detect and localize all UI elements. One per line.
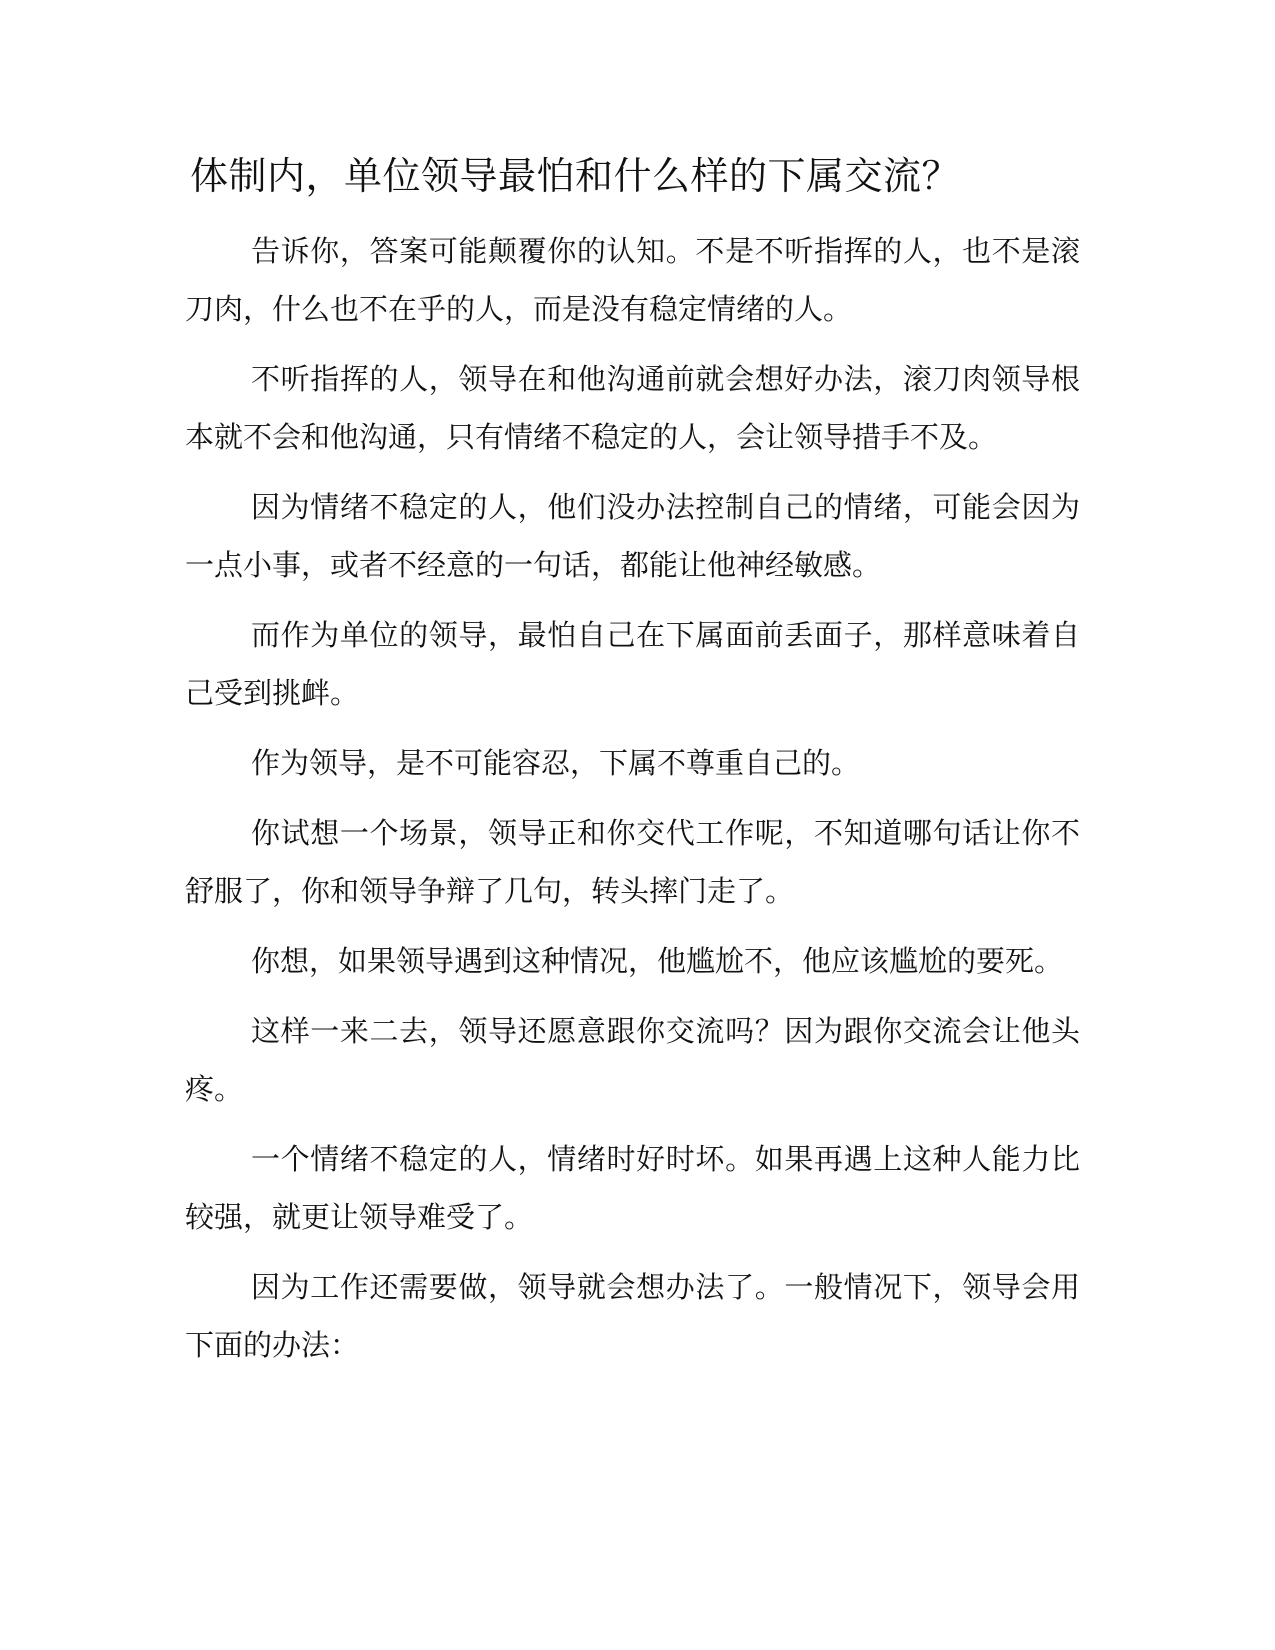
paragraph-2: 不听指挥的人，领导在和他沟通前就会想好办法，滚刀肉领导根本就不会和他沟通，只有情绪不稳定的人，会让领导措手不及。 (185, 362, 1080, 454)
paragraph-5: 作为领导，是不可能容忍，下属不尊重自己的。 (251, 746, 861, 780)
paragraph-6: 你试想一个场景，领导正和你交代工作呢，不知道哪句话让你不舒服了，你和领导争辩了几句，转头摔门走了。 (185, 816, 1080, 908)
paragraph-4: 而作为单位的领导，最怕自己在下属面前丢面子，那样意味着自己受到挑衅。 (185, 618, 1080, 710)
paragraph-10: 因为工作还需要做，领导就会想办法了。一般情况下，领导会用下面的办法： (185, 1270, 1080, 1362)
document-body (185, 222, 1080, 1386)
paragraph-9: 一个情绪不稳定的人，情绪时好时坏。如果再遇上这种人能力比较强，就更让领导难受了。 (185, 1142, 1080, 1234)
paragraph-1: 告诉你，答案可能颠覆你的认知。不是不听指挥的人，也不是滚刀肉，什么也不在乎的人，而是没有稳定情绪的人。 (185, 234, 1080, 326)
paragraph-8: 这样一来二去，领导还愿意跟你交流吗？因为跟你交流会让他头疼。 (185, 1014, 1080, 1106)
document-title: 体制内，单位领导最怕和什么样的下属交流？ (190, 154, 961, 198)
paragraph-7: 你想，如果领导遇到这种情况，他尴尬不，他应该尴尬的要死。 (251, 944, 1064, 978)
paragraph-3: 因为情绪不稳定的人，他们没办法控制自己的情绪，可能会因为一点小事，或者不经意的一句话，都能让他神经敏感。 (185, 490, 1080, 582)
